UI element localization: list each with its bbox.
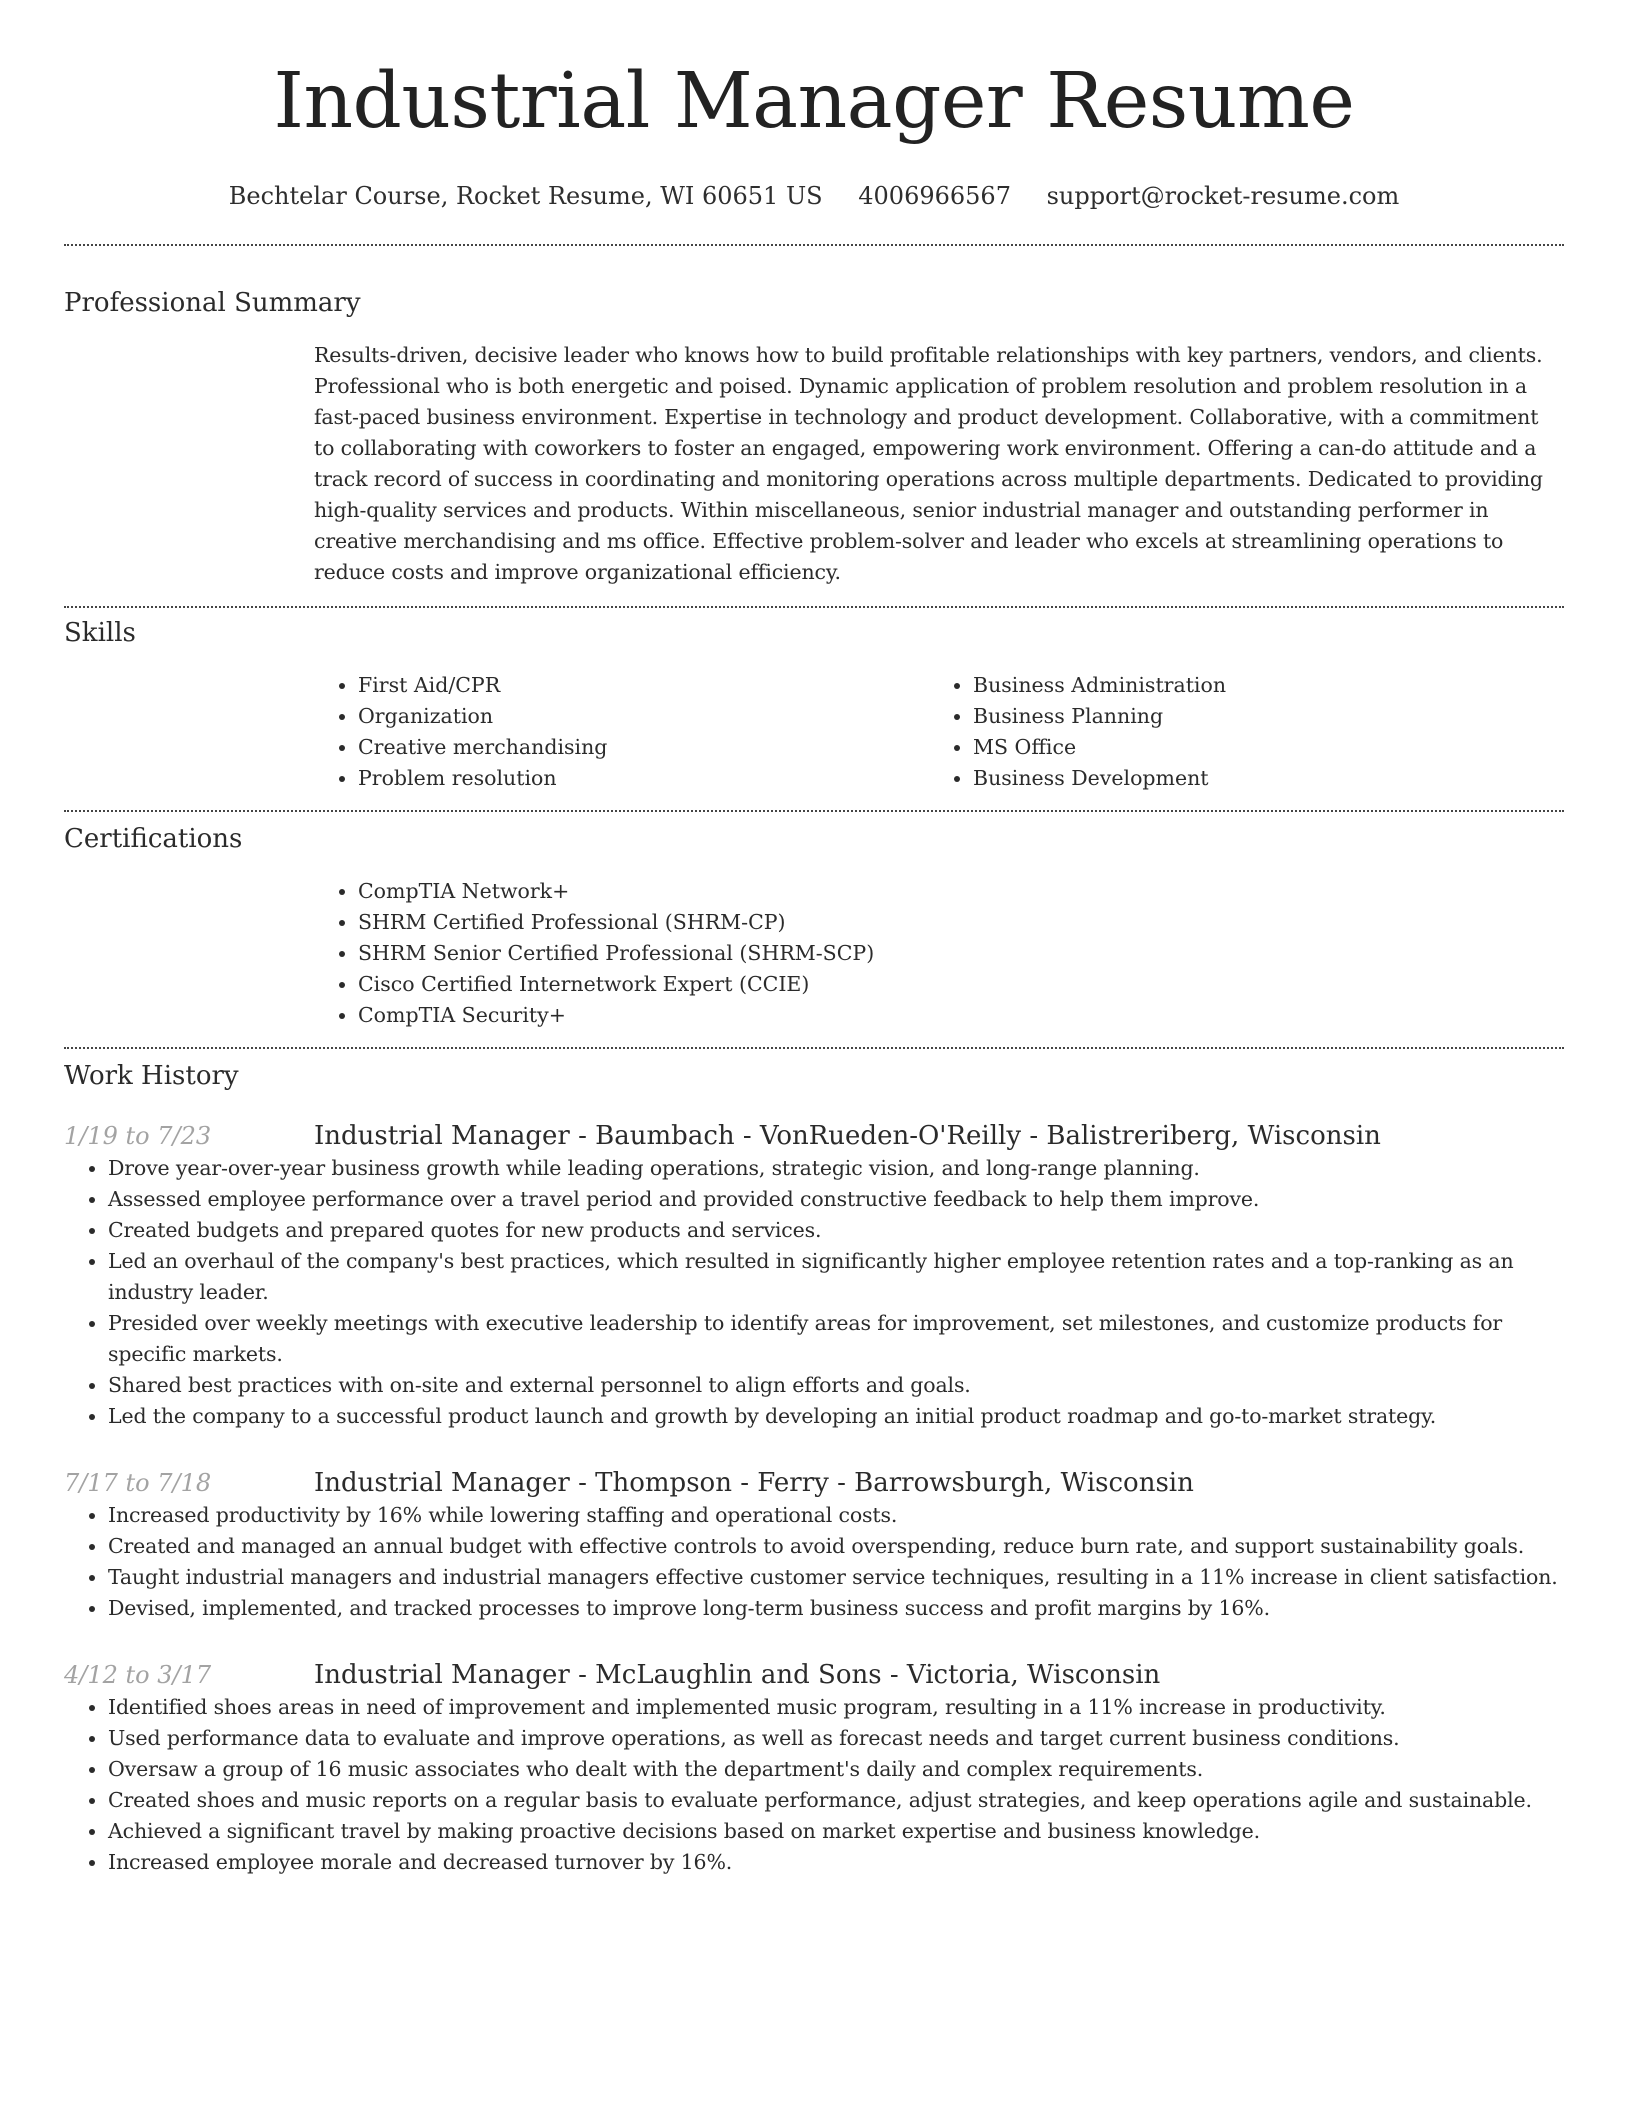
job-bullet: • Identified shoes areas in need of improvement and implemented music program, resulting in a 11% increase in productivity. [108, 1692, 1564, 1723]
contact-phone: 4006966567 [858, 182, 1011, 210]
job-bullets [64, 1500, 1564, 1624]
job-bullet: • Increased productivity by 16% while lowering staffing and operational costs. [108, 1500, 1564, 1531]
skill-item: • Problem resolution [358, 763, 929, 794]
certification-item: • CompTIA Network+ [358, 876, 1564, 907]
divider [64, 1047, 1564, 1049]
job-title: Industrial Manager - McLaughlin and Sons - Victoria, Wisconsin [314, 1660, 1161, 1690]
job-bullet: • Shared best practices with on-site and external personnel to align efforts and goals. [108, 1370, 1564, 1401]
work-history-section [64, 1059, 1564, 1878]
job-bullet: • Used performance data to evaluate and improve operations, as well as forecast needs and target current business conditions. [108, 1723, 1564, 1754]
job-bullet: • Increased employee morale and decreased turnover by 16%. [108, 1847, 1564, 1878]
skills-list [929, 670, 1544, 794]
divider [64, 606, 1564, 608]
jobs-list [64, 1119, 1564, 1878]
skills-column-right [929, 670, 1544, 794]
job-entry [64, 1466, 1564, 1624]
section-heading: Work History [64, 1061, 239, 1091]
skill-item: • Organization [358, 701, 929, 732]
certification-item: • SHRM Certified Professional (SHRM-CP) [358, 907, 1564, 938]
job-entry [64, 1658, 1564, 1878]
job-bullet: • Created budgets and prepared quotes for new products and services. [108, 1215, 1564, 1246]
certification-item: • Cisco Certified Internetwork Expert (CCIE) [358, 969, 1564, 1000]
job-bullet: • Drove year-over-year business growth while leading operations, strategic vision, and long-range planning. [108, 1153, 1564, 1184]
skill-item: • Business Development [973, 763, 1544, 794]
section-heading: Certifications [64, 824, 243, 854]
skills-column-left [314, 670, 929, 794]
job-entry [64, 1119, 1564, 1432]
job-bullet: • Devised, implemented, and tracked processes to improve long-term business success and profit margins by 16%. [108, 1593, 1564, 1624]
job-bullet: • Created and managed an annual budget with effective controls to avoid overspending, reduce burn rate, and support sustainability goals. [108, 1531, 1564, 1562]
job-bullet: • Achieved a significant travel by making proactive decisions based on market expertise and business knowledge. [108, 1816, 1564, 1847]
skill-item: • Business Administration [973, 670, 1544, 701]
job-bullet: • Led an overhaul of the company's best practices, which resulted in significantly higher employee retention rates and a top-ranking as an industry leader. [108, 1246, 1564, 1308]
job-date: 7/17 to 7/18 [64, 1469, 212, 1497]
job-bullet: • Created shoes and music reports on a regular basis to evaluate performance, adjust strategies, and keep operations agile and sustainable. [108, 1785, 1564, 1816]
skills-section [64, 616, 1564, 794]
resume-page [64, 0, 1564, 1878]
certifications-list [314, 876, 1564, 1031]
skill-item: • Business Planning [973, 701, 1544, 732]
job-bullet: • Taught industrial managers and industrial managers effective customer service techniques, resulting in a 11% increase in client satisfaction. [108, 1562, 1564, 1593]
job-title: Industrial Manager - Baumbach - VonRueden-O'Reilly - Balistreriberg, Wisconsin [314, 1121, 1381, 1151]
contact-email: support@rocket-resume.com [1046, 182, 1400, 210]
job-title: Industrial Manager - Thompson - Ferry - Barrowsburgh, Wisconsin [314, 1468, 1194, 1498]
divider [64, 810, 1564, 812]
contact-line [64, 180, 1564, 212]
job-date: 1/19 to 7/23 [64, 1122, 212, 1150]
job-bullets [64, 1692, 1564, 1878]
certifications-body [314, 876, 1564, 1031]
section-heading: Professional Summary [64, 288, 361, 318]
summary-text: Results-driven, decisive leader who knows how to build profitable relationships with key partners, vendors, and clients. Professional who is both energetic and poised. Dynamic application of problem resolution and problem resolution in a fast-paced business environment. Expertise in technology and product development. Collaborative, with a commitment to collaborating with coworkers to foster an engaged, empowering work environment. Offering a can-do attitude and a track record of success in coordinating and monitoring operations across multiple departments. Dedicated to providing high-quality services and products. Within miscellaneous, senior industrial manager and outstanding performer in creative merchandising and ms office. Effective problem-solver and leader who excels at streamlining operations to reduce costs and improve organizational efficiency. [314, 343, 1543, 584]
skill-item: • MS Office [973, 732, 1544, 763]
certification-item: • SHRM Senior Certified Professional (SHRM-SCP) [358, 938, 1564, 969]
contact-address: Bechtelar Course, Rocket Resume, WI 60651 US [228, 182, 823, 210]
divider [64, 244, 1564, 246]
summary-section [64, 286, 1564, 588]
job-bullet: • Assessed employee performance over a travel period and provided constructive feedback to help them improve. [108, 1184, 1564, 1215]
job-date: 4/12 to 3/17 [64, 1661, 212, 1689]
skills-grid [314, 670, 1564, 794]
job-bullets [64, 1153, 1564, 1432]
job-bullet: • Presided over weekly meetings with executive leadership to identify areas for improvement, set milestones, and customize products for specific markets. [108, 1308, 1564, 1370]
job-bullet: • Oversaw a group of 16 music associates who dealt with the department's daily and complex requirements. [108, 1754, 1564, 1785]
section-heading: Skills [64, 618, 136, 648]
resume-title: Industrial Manager Resume [273, 57, 1355, 146]
job-bullet: • Led the company to a successful product launch and growth by developing an initial product roadmap and go-to-market strategy. [108, 1401, 1564, 1432]
certifications-section [64, 822, 1564, 1031]
skill-item: • Creative merchandising [358, 732, 929, 763]
skill-item: • First Aid/CPR [358, 670, 929, 701]
summary-body [314, 340, 1564, 588]
certification-item: • CompTIA Security+ [358, 1000, 1564, 1031]
skills-list [314, 670, 929, 794]
